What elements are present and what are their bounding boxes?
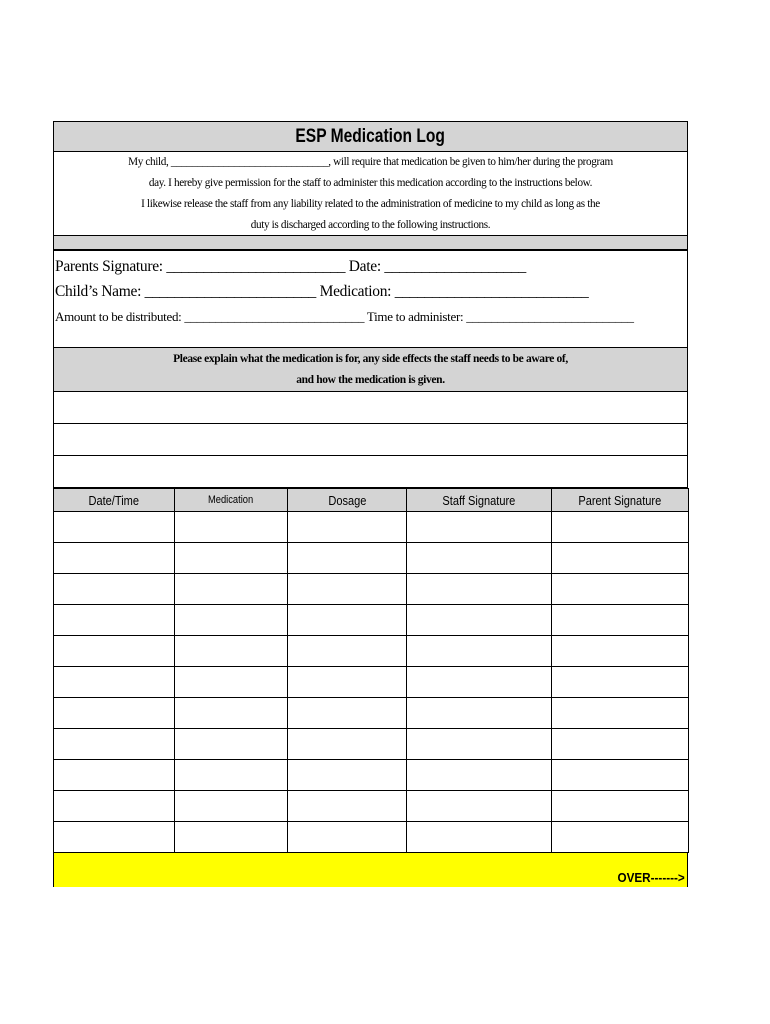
log-cell[interactable]: [407, 667, 552, 698]
header-date-time: Date/Time: [54, 489, 175, 512]
log-cell[interactable]: [175, 822, 288, 853]
log-table-header-row: [54, 489, 689, 512]
table-row: [54, 791, 689, 822]
header-staff-signature: Staff Signature: [407, 489, 552, 512]
info-fields: [53, 251, 688, 348]
over-indicator: OVER------->: [617, 870, 685, 885]
log-cell[interactable]: [54, 667, 175, 698]
log-cell[interactable]: [552, 729, 689, 760]
log-cell[interactable]: [552, 760, 689, 791]
log-cell[interactable]: [175, 791, 288, 822]
log-cell[interactable]: [175, 574, 288, 605]
explanation-line: and how the medication is given.: [296, 373, 445, 386]
log-table-body: [54, 512, 689, 853]
log-cell[interactable]: [552, 636, 689, 667]
table-row: [54, 512, 689, 543]
log-cell[interactable]: [288, 636, 407, 667]
log-cell[interactable]: [175, 698, 288, 729]
header-dosage: Dosage: [288, 489, 407, 512]
table-row: [54, 822, 689, 853]
form-title: ESP Medication Log: [295, 125, 446, 147]
log-cell[interactable]: [54, 791, 175, 822]
log-cell[interactable]: [54, 760, 175, 791]
intro-line: My child, ______________________________, will require that medication be given to him/her during the program: [128, 155, 613, 168]
log-cell[interactable]: [175, 667, 288, 698]
log-cell[interactable]: [175, 543, 288, 574]
separator-band: [53, 236, 688, 251]
log-cell[interactable]: [175, 512, 288, 543]
log-cell[interactable]: [288, 543, 407, 574]
log-cell[interactable]: [288, 667, 407, 698]
log-cell[interactable]: [54, 729, 175, 760]
log-cell[interactable]: [407, 760, 552, 791]
footer-bar: [53, 853, 688, 887]
log-cell[interactable]: [552, 822, 689, 853]
table-row: [54, 698, 689, 729]
log-cell[interactable]: [54, 543, 175, 574]
log-cell[interactable]: [407, 574, 552, 605]
explanation-write-line[interactable]: [53, 392, 688, 424]
intro-line: duty is discharged according to the following instructions.: [250, 218, 491, 231]
child-name-medication-row[interactable]: Child’s Name: _______________________ Medication: __________________________: [55, 283, 589, 300]
log-cell[interactable]: [552, 512, 689, 543]
log-cell[interactable]: [552, 667, 689, 698]
log-cell[interactable]: [54, 605, 175, 636]
medication-log-table: [53, 488, 689, 853]
log-cell[interactable]: [288, 698, 407, 729]
header-medication: Medication: [175, 489, 288, 512]
table-row: [54, 605, 689, 636]
intro-line: day. I hereby give permission for the staff to administer this medication according to the instructions below.: [148, 176, 593, 189]
intro-line: I likewise release the staff from any liability related to the administration of medicine to my child as long as the: [141, 197, 600, 210]
medication-log-form: [53, 121, 688, 887]
log-cell[interactable]: [175, 729, 288, 760]
table-row: [54, 760, 689, 791]
log-cell[interactable]: [54, 512, 175, 543]
table-row: [54, 543, 689, 574]
form-title-bar: [53, 121, 688, 152]
explanation-line: Please explain what the medication is for, any side effects the staff needs to be aware of,: [173, 352, 568, 365]
log-cell[interactable]: [175, 636, 288, 667]
log-cell[interactable]: [54, 574, 175, 605]
log-cell[interactable]: [407, 698, 552, 729]
log-cell[interactable]: [407, 636, 552, 667]
log-cell[interactable]: [54, 698, 175, 729]
table-row: [54, 729, 689, 760]
log-cell[interactable]: [407, 822, 552, 853]
log-cell[interactable]: [552, 574, 689, 605]
explanation-header: [53, 348, 688, 392]
log-cell[interactable]: [288, 605, 407, 636]
log-cell[interactable]: [552, 543, 689, 574]
explanation-write-line[interactable]: [53, 424, 688, 456]
amount-time-row[interactable]: Amount to be distributed: _____________________________ Time to administer: ___________________________: [55, 309, 634, 324]
table-row: [54, 574, 689, 605]
log-cell[interactable]: [407, 605, 552, 636]
table-row: [54, 636, 689, 667]
header-parent-signature: Parent Signature: [552, 489, 689, 512]
table-row: [54, 667, 689, 698]
log-cell[interactable]: [552, 698, 689, 729]
log-cell[interactable]: [552, 791, 689, 822]
log-cell[interactable]: [288, 791, 407, 822]
log-cell[interactable]: [407, 512, 552, 543]
parents-signature-date-row[interactable]: Parents Signature: ________________________ Date: ___________________: [55, 258, 526, 275]
log-cell[interactable]: [407, 791, 552, 822]
permission-statement: [53, 152, 688, 236]
log-cell[interactable]: [288, 512, 407, 543]
log-cell[interactable]: [175, 760, 288, 791]
log-cell[interactable]: [288, 729, 407, 760]
log-cell[interactable]: [288, 822, 407, 853]
log-cell[interactable]: [407, 729, 552, 760]
log-cell[interactable]: [288, 574, 407, 605]
log-cell[interactable]: [552, 605, 689, 636]
log-cell[interactable]: [288, 760, 407, 791]
log-cell[interactable]: [175, 605, 288, 636]
explanation-write-line[interactable]: [53, 456, 688, 488]
log-cell[interactable]: [54, 636, 175, 667]
log-cell[interactable]: [407, 543, 552, 574]
log-cell[interactable]: [54, 822, 175, 853]
